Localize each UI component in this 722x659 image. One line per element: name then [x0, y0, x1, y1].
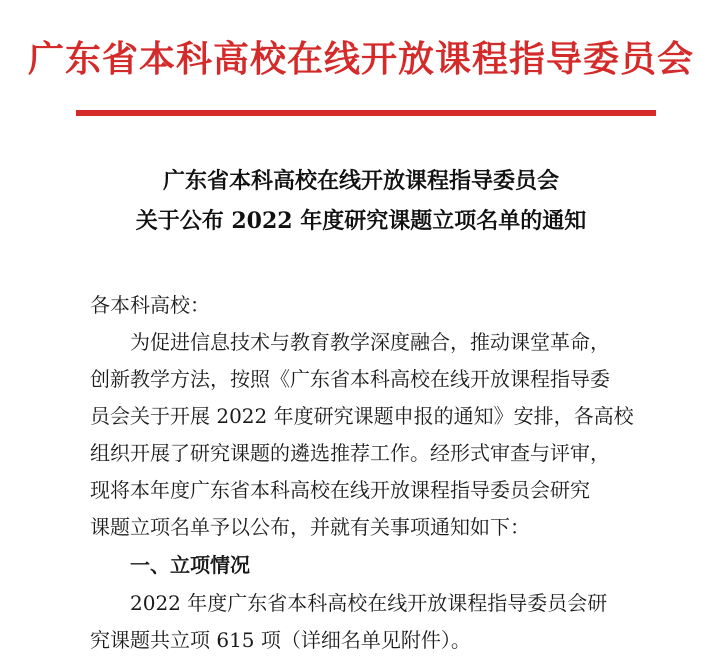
paragraph-2-line-2: 究课题共立项 615 项（详细名单见附件）。: [90, 628, 471, 652]
letterhead-red-rule: [76, 110, 656, 116]
section-1-heading: 一、立项情况: [130, 553, 250, 577]
paragraph-1-line-3: 员会关于开展 2022 年度研究课题申报的通知》安排，各高校: [90, 404, 634, 428]
document-title-line-1: 广东省本科高校在线开放课程指导委员会: [162, 168, 559, 194]
paragraph-1-line-6: 课题立项名单予以公布，并就有关事项通知如下：: [90, 515, 530, 539]
paragraph-1-line-4: 组织开展了研究课题的遴选推荐工作。经形式审查与评审，: [90, 441, 610, 465]
paragraph-2-line-1: 2022 年度广东省本科高校在线开放课程指导委员会研: [130, 591, 608, 615]
letterhead-org-name: 广东省本科高校在线开放课程指导委员会: [27, 39, 694, 80]
salutation: 各本科高校：: [90, 293, 210, 317]
paragraph-1-line-1: 为促进信息技术与教育教学深度融合，推动课堂革命，: [130, 330, 610, 354]
paragraph-1-line-5: 现将本年度广东省本科高校在线开放课程指导委员会研究: [90, 478, 590, 502]
document-title-line-2: 关于公布 2022 年度研究课题立项名单的通知: [135, 208, 587, 234]
paragraph-1-line-2: 创新教学方法，按照《广东省本科高校在线开放课程指导委: [90, 367, 610, 391]
